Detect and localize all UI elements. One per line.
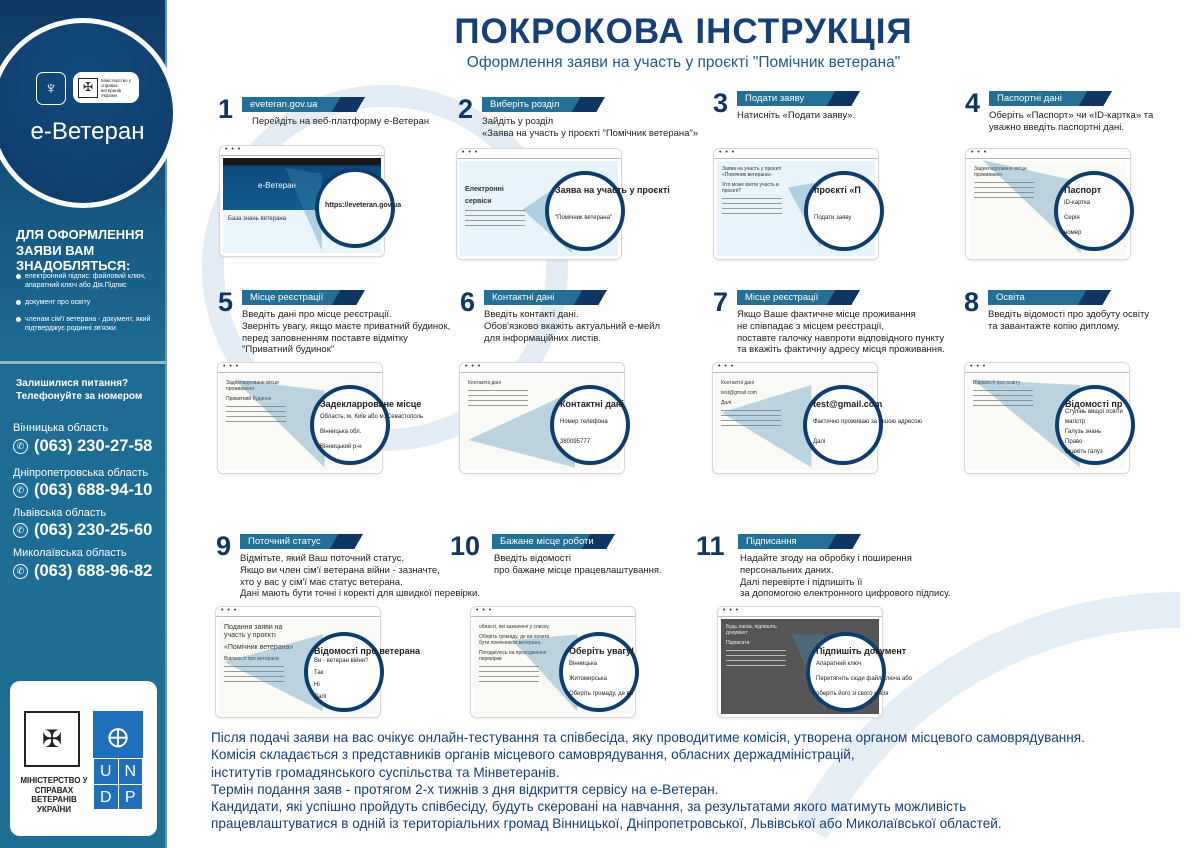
magnifier-text: магістр: [1065, 419, 1086, 425]
undp-letter: P: [119, 785, 143, 810]
description-line: за допомогою електронного цифрового підпису.: [740, 588, 951, 600]
undp-letter: D: [94, 785, 118, 810]
footer-line: Після подачі заяви на вас очікує онлайн-тестування та співбесіда, яку проводитиме комісія, утворена органом місцевого самоврядування.: [211, 730, 1085, 745]
form-field-line: [479, 681, 539, 682]
screenshot-text: Подання заяви на участь у проєкті: [224, 624, 283, 639]
description-line: Далі перевірте і підпишіть її: [740, 576, 863, 588]
step-label-ribbon: Паспортні дані: [989, 91, 1117, 106]
magnifier-text: Фактично проживаю за іншою адресою: [813, 419, 923, 425]
step-screenshot: [215, 606, 421, 718]
step-screenshot: [965, 148, 1131, 260]
description-line: Введіть відомості про здобуту освіту: [988, 309, 1150, 320]
questions-text: Залишилися питання? Телефонуйте за номером: [16, 378, 143, 402]
description-line: Надайте згоду на обробку і поширення: [740, 553, 912, 564]
magnifier-text: Житомирська: [569, 676, 607, 682]
description-line: Якщо ви член сім'ї ветерана війни - зазначте,: [240, 564, 440, 576]
phone-icon: ✆: [13, 439, 28, 454]
step-description: [242, 309, 450, 356]
step-description: [989, 110, 1153, 134]
phone-number: (063) 230-25-60: [34, 521, 153, 539]
step-number: 5: [218, 287, 234, 317]
form-field-line: [722, 203, 782, 204]
browser-bar-dots: • • •: [714, 149, 878, 159]
step-label-ribbon: Місце реєстрації: [737, 290, 865, 305]
un-globe-icon: 🜨: [94, 712, 142, 758]
step-description: [240, 553, 480, 600]
screenshot-text-block: [722, 166, 794, 214]
form-field-line: [726, 665, 786, 666]
screenshot-text: База знань ветерана: [228, 216, 287, 222]
form-field-line: [726, 655, 786, 656]
footer-line: Комісія складається з представників органів місцевого самоврядування, обласних держадміністрацій,: [211, 747, 855, 763]
browser-bar-dots: • • •: [471, 607, 635, 617]
magnifier-text: оберіть його зі свого носія: [816, 691, 889, 697]
region-label: Вінницька область: [13, 422, 109, 434]
form-field-line: [726, 650, 786, 651]
description-line: Оберіть «Паспорт» чи «ID-картка» та: [989, 110, 1154, 121]
magnifier-circle: [310, 385, 424, 465]
magnifier-text: ID-картка: [1064, 200, 1091, 206]
screenshot-text: Електронні: [465, 186, 504, 193]
trident-icon: ♆: [36, 72, 66, 105]
description-line: "Приватний будинок": [242, 344, 335, 356]
step-number: 7: [713, 287, 729, 317]
magnifier-text: Апаратний ключ: [816, 661, 862, 667]
browser-bar-dots: • • •: [966, 149, 1130, 159]
step-number: 4: [965, 88, 981, 118]
ministry-cross-icon: ✠: [78, 78, 98, 98]
form-field-line: [468, 390, 528, 391]
magnifier-text: Так: [314, 670, 324, 676]
magnifier-circle: [559, 632, 639, 712]
footer-paragraph: [211, 729, 1085, 833]
form-field-line: [722, 198, 782, 199]
magnifier-text: Серія: [1064, 215, 1080, 221]
sidebar: [0, 0, 167, 848]
magnifier-circle: [806, 632, 912, 712]
screenshot-text: Будь ласка, підпишіть документ: [726, 624, 777, 636]
step-number: 11: [696, 531, 725, 561]
form-field-line: [726, 660, 786, 661]
browser-bar-dots: • • •: [460, 363, 624, 373]
screenshot-text: Оберіть громаду, де ви хочете бути помічником ветерана.: [479, 634, 550, 646]
form-field-line: [465, 210, 525, 211]
step-screenshot: [964, 362, 1130, 474]
magnifier-circle: [550, 385, 630, 465]
step-screenshot: [217, 362, 424, 474]
magnifier-text: 380095777: [560, 439, 591, 445]
description-line: Якщо Ваше фактичне місце проживання: [737, 309, 916, 320]
ministry-emblem-icon: ✠: [24, 711, 80, 767]
step-description: [988, 309, 1149, 333]
screenshot-text: Приватний будинок: [226, 396, 271, 402]
description-line: уважно введіть паспортні дані.: [989, 121, 1125, 133]
step-label-ribbon: Поточний статус: [240, 534, 368, 549]
magnifier-text: проєкті «П: [814, 185, 861, 195]
screenshot-text: Задекларроване місце проживання: [226, 380, 279, 392]
step-number: 8: [964, 287, 980, 317]
description-line: Натисніть «Подати заяву».: [737, 110, 856, 121]
footer-line: Кандидати, які успішно пройдуть співбесіду, будуть скеровані на навчання, за результатами якого матимуть можливість: [211, 799, 967, 815]
browser-bar-dots: • • •: [965, 363, 1129, 373]
step-screenshot: [713, 148, 879, 260]
description-line: та вкажіть фактичну адресу місця проживання.: [737, 344, 945, 356]
description-line: поставте галочку навпроти відповідного пункту: [737, 332, 945, 344]
description-line: Введіть контакті дані.: [484, 309, 579, 320]
description-line: Обов'язково вкажіть актуальний е-мейл: [484, 320, 661, 332]
page-title: ПОКРОКОВА ІНСТРУКЦІЯ: [454, 12, 913, 51]
magnifier-text: Область, м. Київ або м. Севастополь: [320, 414, 424, 420]
magnifier-circle: [803, 385, 923, 465]
form-field-line: [465, 215, 525, 216]
magnifier-text: Далі: [314, 694, 327, 700]
phone-icon: ✆: [13, 483, 28, 498]
step-screenshot: [456, 148, 670, 260]
description-line: Введіть дані про місце реєстрації.: [242, 309, 392, 320]
step-description: [482, 116, 698, 140]
magnifier-text: Контактні дані: [560, 399, 624, 409]
undp-logo: [93, 711, 143, 809]
magnifier-text: Перетягніть сюди файл ключа або: [816, 676, 912, 682]
requirement-item: документ про освіту: [16, 298, 161, 307]
form-field-line: [465, 225, 525, 226]
magnifier-text: Право: [1065, 439, 1083, 445]
brand-circle: [0, 18, 178, 208]
magnifier-text: test@gmail.com: [813, 399, 883, 409]
page-subtitle: Оформлення заяви на участь у проєкті "Помічник ветерана": [466, 54, 901, 71]
magnifier-circle: [315, 168, 402, 248]
step-number: 3: [713, 88, 729, 118]
screenshot-text: Заява на участь у проєкті «Помічник ветерана»: [722, 166, 782, 178]
footer-line: працевлаштуватися в одній із територіальних громад Вінницької, Дніпропетровської, Львівської або Миколаївської областей.: [211, 816, 1002, 832]
undp-letter: U: [94, 759, 118, 784]
brand-name: е-Ветеран: [30, 118, 145, 145]
form-field-line: [722, 208, 782, 209]
phone-link[interactable]: [13, 437, 152, 456]
region-label: Львівська область: [13, 507, 107, 519]
screenshot-text: Підписати: [726, 640, 750, 646]
step-description: [737, 309, 945, 356]
step-description: [252, 116, 429, 128]
magnifier-circle: [545, 171, 670, 251]
magnifier-text: "Помічник ветерана": [555, 215, 613, 221]
screenshot-text-block: [726, 624, 798, 666]
screenshot-text: test@gmail.com: [721, 390, 757, 396]
browser-bar-dots: • • •: [713, 363, 877, 373]
step-description: [740, 553, 951, 600]
step-screenshot: [459, 362, 625, 474]
form-field-line: [722, 213, 782, 214]
step-description: [484, 309, 660, 344]
description-line: «Заява на участь у проєкті "Помічник ветерана"»: [482, 127, 699, 139]
step-label-ribbon: Освіта: [988, 290, 1116, 305]
browser-bar-dots: • • •: [216, 607, 380, 617]
step-label-ribbon: Місце реєстрації: [242, 290, 370, 305]
screenshot-text: сервіси: [465, 198, 492, 205]
description-line: Відмітьте, який Ваш поточний статус.: [240, 553, 404, 564]
description-line: про бажане місце працевлаштування.: [494, 564, 662, 576]
step-screenshot: [712, 362, 923, 474]
region-label: Дніпропетровська область: [13, 467, 149, 479]
step-description: [494, 553, 662, 577]
magnifier-text: Вінницький р-н: [320, 444, 362, 450]
phone-number: (063) 230-27-58: [34, 437, 153, 455]
magnifier-text: Вінницька обл.: [320, 429, 362, 435]
step-number: 9: [216, 531, 232, 561]
step-screenshot: [219, 145, 402, 257]
undp-letter: N: [119, 759, 143, 784]
form-field-line: [468, 400, 528, 401]
description-line: перед заповненням поставте відмітку: [242, 332, 408, 344]
footer-line: інститутів громадянського суспільства та Мінветеранів.: [211, 764, 560, 780]
magnifier-text: Відомості пр: [1065, 399, 1123, 409]
magnifier-text: Ні: [314, 682, 320, 688]
magnifier-text: Оберіть громаду, де ви: [569, 691, 634, 697]
magnifier-circle: [1055, 385, 1135, 465]
magnifier-text: Ви - ветеран війни?: [314, 658, 369, 664]
ministry-badge: [73, 72, 139, 103]
step-label-ribbon: Бажане місце роботи: [492, 534, 620, 549]
step-number: 6: [460, 287, 476, 317]
step-screenshot: [717, 606, 912, 718]
browser-bar-dots: • • •: [218, 363, 382, 373]
screenshot-text: Погоджуюсь на проходження перевірки: [479, 650, 547, 662]
magnifier-text: Подати заяву: [814, 215, 852, 221]
phone-number: (063) 688-94-10: [34, 481, 153, 499]
step-screenshot: [470, 606, 636, 718]
screenshot-text: Відомості про ветерана: [224, 656, 279, 662]
requirements-title: ДЛЯ ОФОРМЛЕННЯ ЗАЯВИ ВАМ ЗНАДОБЛЯТЬСЯ:: [16, 227, 144, 273]
description-line: Зверніть увагу, якщо маєте приватний будинок,: [242, 320, 451, 332]
browser-bar-dots: • • •: [718, 607, 882, 617]
magnifier-text: Оберіть увагу!: [569, 646, 635, 656]
step-label-ribbon: eveteran.gov.ua: [242, 97, 370, 112]
step-number: 2: [458, 94, 474, 124]
step-label-ribbon: Контактні дані: [484, 290, 612, 305]
form-field-line: [468, 395, 528, 396]
browser-bar-dots: • • •: [457, 149, 621, 159]
description-line: Введіть відомості: [494, 553, 571, 564]
step-description: [737, 110, 855, 122]
divider: [0, 361, 167, 364]
magnifier-circle: [304, 632, 421, 712]
requirement-item: членам сім'ї ветерана - документ, який підтверджує родинні зв'язки: [16, 315, 161, 333]
browser-bar-dots: • • •: [220, 146, 384, 156]
screenshot-text: Відомості про освіту: [973, 380, 1021, 386]
magnifier-text: Вінницька: [569, 661, 597, 667]
magnifier-text: Відомості про ветерана: [314, 646, 421, 656]
footer-line: Термін подання заяв - протягом 2-х тижнів з дня відкриття сервісу на е-Ветеран.: [211, 781, 719, 797]
screenshot-text-block: [465, 166, 537, 226]
ministry-small-text: Міністерство у справах ветеранів України: [101, 77, 132, 98]
magnifier-text: Ступінь вищої освіти: [1065, 409, 1123, 415]
region-label: Миколаївська область: [13, 547, 127, 559]
description-line: хто у вас у сім'ї має статус ветерана.: [240, 576, 403, 588]
phone-link[interactable]: [13, 521, 152, 540]
phone-number: (063) 688-96-82: [34, 562, 153, 580]
description-line: не співпадає з місцем реєстрації,: [737, 320, 885, 332]
requirements-list: [16, 272, 161, 341]
description-line: Перейдіть на веб-платформу е-Ветеран: [252, 116, 430, 127]
magnifier-text: Підпишіть документ: [816, 646, 907, 656]
phone-icon: ✆: [13, 564, 28, 579]
form-field-line: [226, 421, 286, 422]
form-field-line: [468, 405, 528, 406]
step-label-ribbon: Підписання: [738, 534, 866, 549]
magnifier-text: Вкажіть галуз: [1065, 449, 1103, 455]
screenshot-text: Задекларроване місце проживання: [974, 166, 1027, 178]
step-label-ribbon: Виберіть розділ: [482, 97, 610, 112]
magnifier-text: Задекларроване місце: [320, 399, 422, 409]
screenshot-text: «Помічник ветерана»: [224, 644, 294, 651]
magnifier-text: номер: [1064, 230, 1082, 236]
screenshot-text: області, які зазначені у списку.: [479, 624, 550, 630]
description-line: Зайдіть у розділ: [482, 116, 554, 127]
ministry-logo-text: МІНІСТЕРСТВО У СПРАВАХ ВЕТЕРАНІВ УКРАЇНИ: [20, 776, 88, 814]
description-line: персональних даних.: [740, 564, 834, 576]
magnifier-text: https://eveteran.gov.ua: [325, 202, 402, 209]
magnifier-text: Заява на участь у проєкті: [555, 185, 670, 195]
step-number: 10: [450, 531, 481, 561]
screenshot-text: е-Ветеран: [258, 181, 296, 190]
screenshot-text: Хто може взяти участь в проєкті?: [722, 182, 779, 194]
magnifier-circle: [804, 171, 884, 251]
description-line: Дані мають бути точні і коректі для швидкої перевірки.: [240, 588, 480, 600]
screenshot-text-block: [468, 380, 540, 406]
requirement-item: електронний підпис: файловий ключ, апаратний ключ або Дія.Підпис: [16, 272, 161, 290]
form-field-line: [465, 220, 525, 221]
magnifier-text: Паспорт: [1064, 185, 1102, 195]
magnifier-text: Номер телефона: [560, 419, 608, 425]
form-field-line: [479, 671, 539, 672]
step-label-ribbon: Подати заяву: [737, 91, 865, 106]
description-line: та завантажте копію диплому.: [988, 320, 1120, 332]
magnifier-circle: [1054, 171, 1134, 251]
partner-logos: [10, 681, 157, 836]
screenshot-text: Контактні дані: [468, 380, 501, 386]
screenshot-text: Контактні дані: [721, 380, 754, 386]
screenshot-text: Далі: [721, 400, 732, 406]
magnifier-text: Галузь знань: [1065, 429, 1102, 435]
description-line: для інформаційних листів.: [484, 332, 601, 344]
form-field-line: [479, 666, 539, 667]
phone-link[interactable]: [13, 562, 152, 581]
step-number: 1: [218, 94, 234, 124]
magnifier-text: Далі: [813, 439, 826, 445]
phone-link[interactable]: [13, 481, 152, 500]
form-field-line: [479, 676, 539, 677]
phone-icon: ✆: [13, 523, 28, 538]
